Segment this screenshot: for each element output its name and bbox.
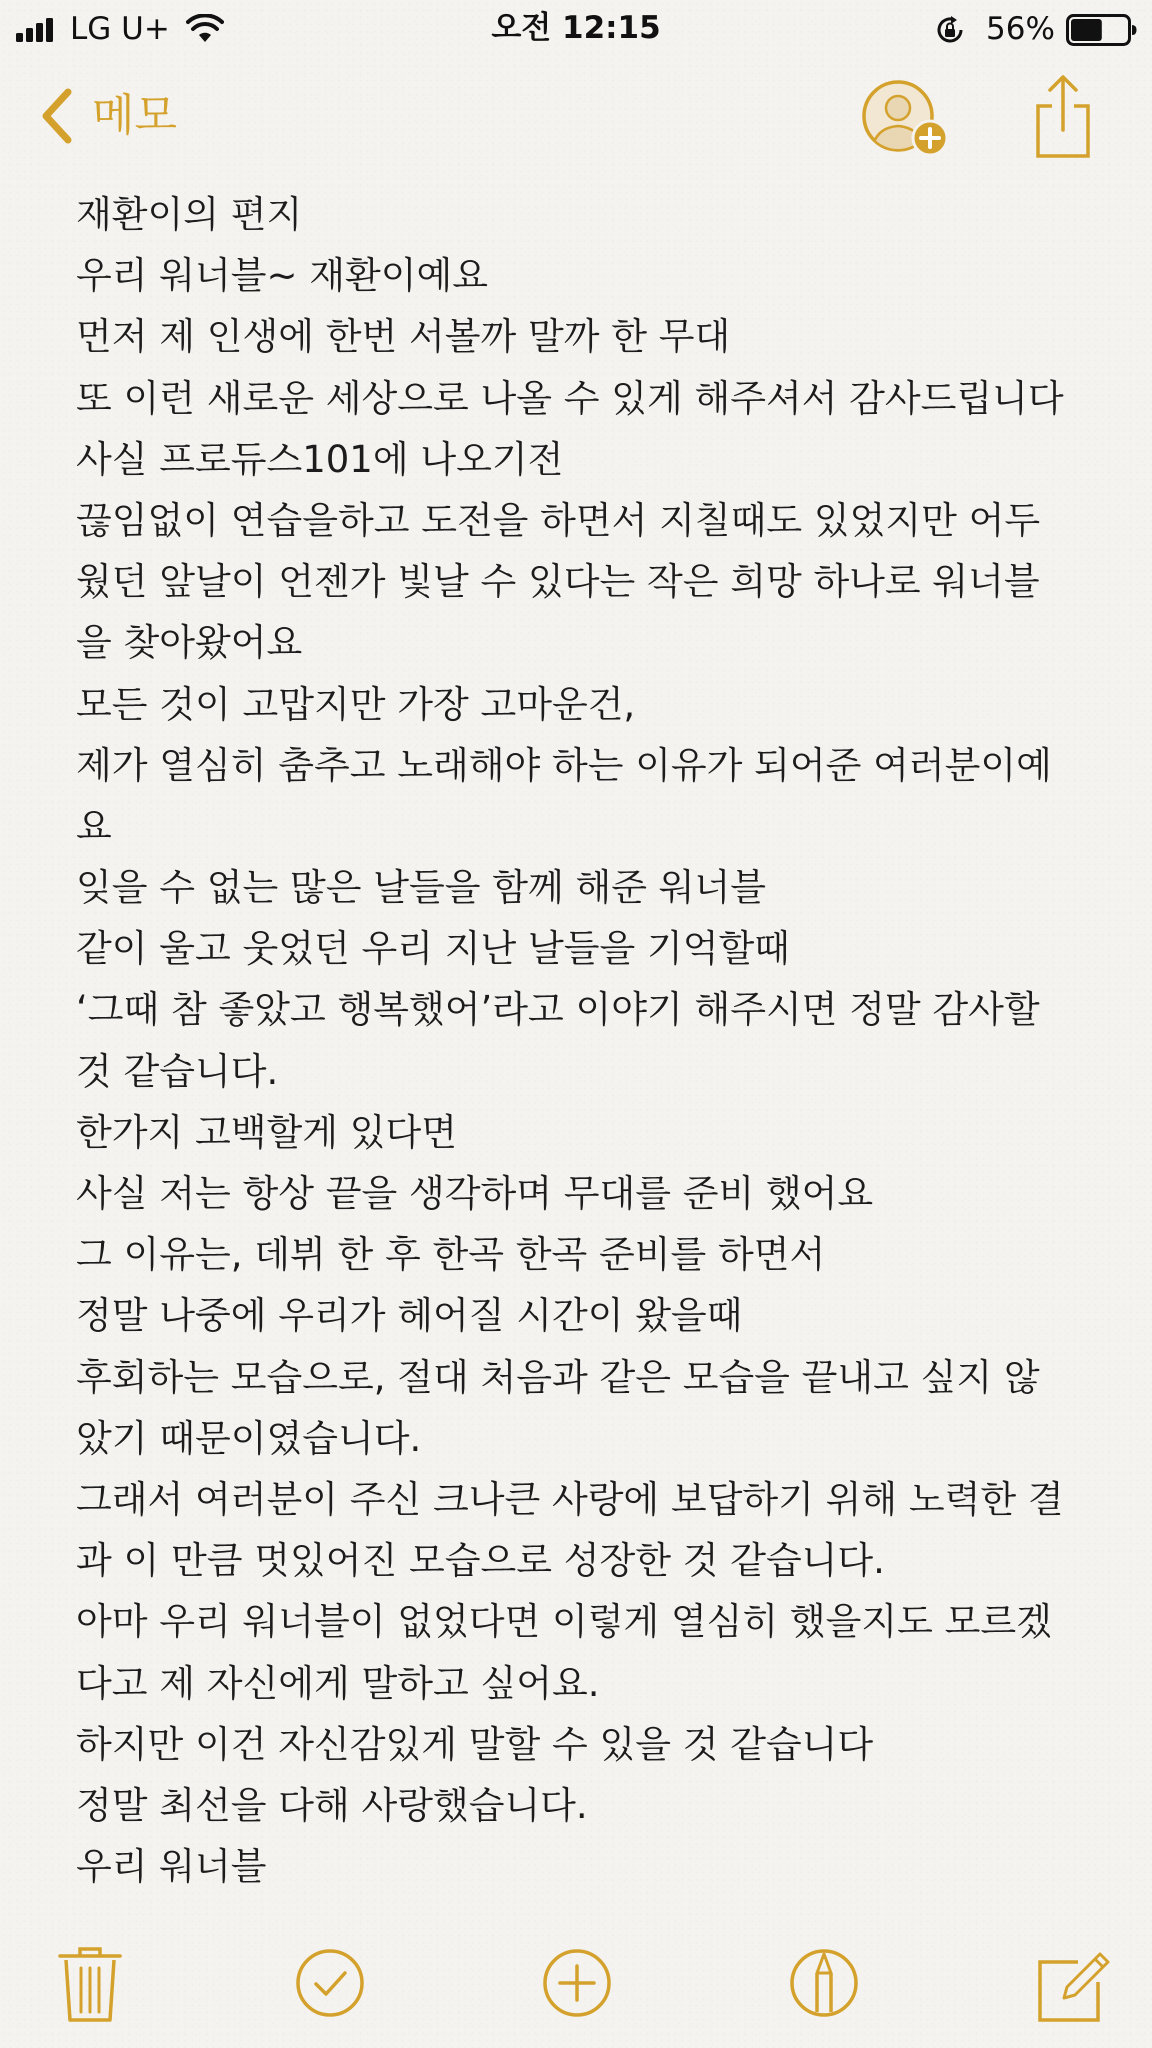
- note-line: 또 이런 새로운 세상으로 나올 수 있게 해주셔서 감사드립니다: [76, 376, 1064, 420]
- note-line: 한가지 고백할게 있다면: [76, 1110, 457, 1154]
- add-people-icon: [858, 76, 954, 162]
- share-icon: [1030, 72, 1096, 162]
- note-line: 제가 열심히 춤추고 노래해야 하는 이유가 되어준 여러분이예: [76, 743, 1052, 787]
- back-button[interactable]: [38, 86, 177, 146]
- note-line: 모든 것이 고맙지만 가장 고마운건,: [76, 682, 636, 726]
- share-button[interactable]: [1030, 72, 1096, 162]
- note-line: 그 이유는, 데뷔 한 후 한곡 한곡 준비를 하면서: [76, 1233, 826, 1277]
- compose-icon: [1032, 1940, 1112, 2026]
- checklist-button[interactable]: [290, 1940, 370, 2026]
- note-line: 재환이의 편지: [76, 193, 303, 236]
- status-bar: [0, 0, 1152, 58]
- chevron-left-icon: [38, 86, 78, 146]
- note-line: 잊을 수 없는 많은 날들을 함께 해준 워너블: [76, 866, 766, 910]
- carrier-name: LG U+: [70, 11, 170, 47]
- note-line: 아마 우리 워너블이 없었다면 이렇게 열심히 했을지도 모르겠: [76, 1600, 1052, 1644]
- note-line: 사실 프로듀스101에 나오기전: [76, 437, 564, 481]
- note-line: 웠던 앞날이 언젠가 빛날 수 있다는 작은 희망 하나로 워너블: [76, 560, 1040, 604]
- note-line: 요: [76, 804, 112, 848]
- markup-pen-icon: [784, 1940, 864, 2026]
- note-line: 다고 제 자신에게 말하고 싶어요.: [76, 1661, 600, 1705]
- note-line: ‘그때 참 좋았고 행복했어’라고 이야기 해주시면 정말 감사할: [76, 988, 1040, 1032]
- note-line: 하지만 이건 자신감있게 말할 수 있을 것 같습니다: [76, 1722, 874, 1766]
- checklist-icon: [290, 1940, 370, 2026]
- plus-circle-icon: [537, 1940, 617, 2026]
- note-line: 후회하는 모습으로, 절대 처음과 같은 모습을 끝내고 싶지 않: [76, 1355, 1040, 1399]
- note-line: 우리 워너블: [76, 1845, 267, 1889]
- note-line: 사실 저는 항상 끝을 생각하며 무대를 준비 했어요: [76, 1172, 874, 1215]
- back-label: 메모: [92, 90, 178, 141]
- delete-button[interactable]: [50, 1940, 130, 2026]
- add-people-button[interactable]: [858, 76, 954, 162]
- note-text[interactable]: [76, 184, 1086, 1897]
- note-line: 정말 나중에 우리가 헤어질 시간이 왔을때: [76, 1294, 743, 1338]
- navigation-bar: [0, 66, 1152, 166]
- add-button[interactable]: [537, 1940, 617, 2026]
- trash-icon: [50, 1940, 130, 2026]
- note-line: 정말 최선을 다해 사랑했습니다.: [76, 1783, 588, 1827]
- bottom-toolbar: [0, 1940, 1152, 2030]
- compose-button[interactable]: [1032, 1940, 1112, 2026]
- markup-button[interactable]: [784, 1940, 864, 2026]
- battery-percentage: 56%: [986, 11, 1055, 47]
- battery-icon: [1066, 14, 1138, 46]
- note-line: 같이 울고 웃었던 우리 지난 날들을 기억할때: [76, 927, 790, 971]
- note-line: 먼저 제 인생에 한번 서볼까 말까 한 무대: [76, 315, 731, 359]
- note-line: 우리 워너블~ 재환이예요: [76, 254, 488, 298]
- note-line: 끊임없이 연습을하고 도전을 하면서 지칠때도 있었지만 어두: [76, 498, 1041, 542]
- note-line: 았기 때문이였습니다.: [76, 1416, 422, 1460]
- status-time: 오전 12:15: [491, 10, 661, 46]
- note-line: 을 찾아왔어요: [76, 621, 303, 665]
- note-line: 과 이 만큼 멋있어진 모습으로 성장한 것 같습니다.: [76, 1539, 885, 1583]
- rotation-lock-icon: [934, 14, 966, 46]
- note-line: 것 같습니다.: [76, 1049, 279, 1093]
- note-line: 그래서 여러분이 주신 크나큰 사랑에 보답하기 위해 노력한 결: [76, 1477, 1064, 1521]
